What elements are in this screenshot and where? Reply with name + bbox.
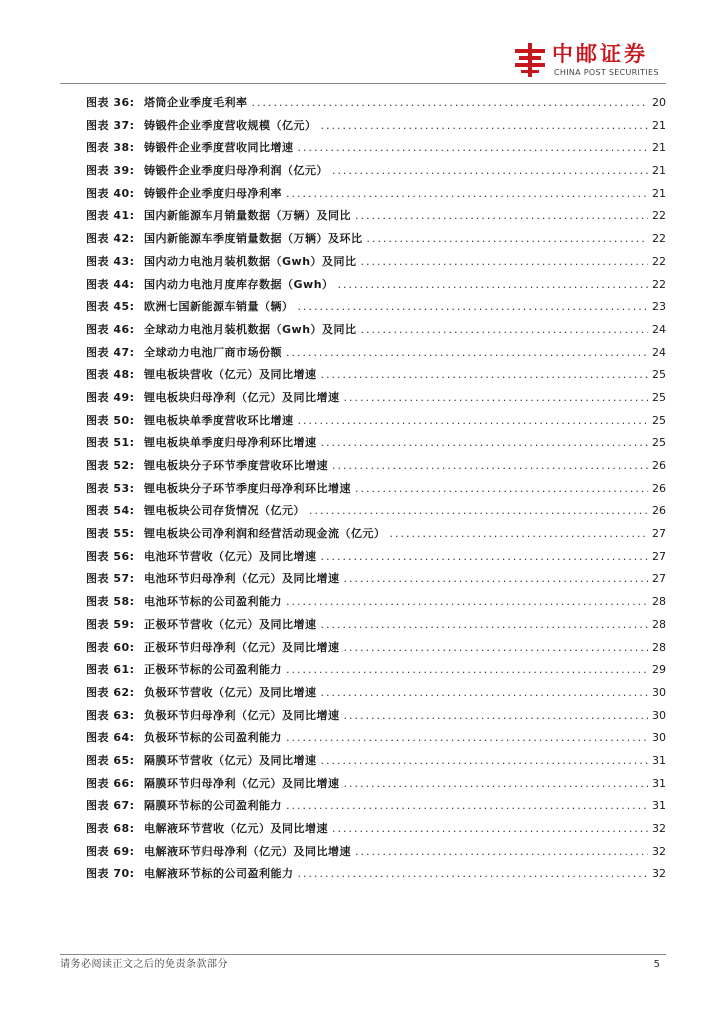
header-divider — [60, 83, 666, 84]
toc-entry-title: 塔筒企业季度毛利率 — [144, 96, 248, 109]
toc-entry[interactable] — [86, 410, 666, 433]
toc-entry-title: 电解液环节标的公司盈利能力 — [144, 867, 294, 881]
toc-entry[interactable] — [86, 455, 666, 478]
toc-entry-label: 图表 61: — [86, 663, 135, 677]
toc-entry-label: 图表 60: — [86, 640, 135, 654]
toc-entry-title: 正极环节营收（亿元）及同比增速 — [144, 617, 317, 631]
toc-entry-title: 锂电板块营收（亿元）及同比增速 — [144, 368, 317, 382]
toc-leader-dots — [321, 682, 649, 705]
toc-entry-label: 图表 62: — [86, 685, 135, 699]
toc-leader-dots — [355, 478, 648, 501]
toc-entry-page: 25 — [652, 413, 666, 427]
toc-entry-title: 电池环节标的公司盈利能力 — [144, 595, 282, 609]
toc-leader-dots — [321, 115, 649, 138]
toc-entry-page: 24 — [652, 322, 666, 336]
toc-entry-title: 电解液环节营收（亿元）及同比增速 — [144, 822, 328, 835]
toc-entry[interactable] — [86, 841, 666, 864]
toc-entry-label: 图表 49: — [86, 390, 135, 404]
toc-entry-label: 图表 63: — [86, 708, 135, 722]
toc-entry-label: 图表 53: — [86, 481, 135, 495]
toc-entry[interactable] — [86, 92, 666, 115]
toc-entry-title: 欧洲七国新能源车销量（辆） — [144, 300, 294, 314]
toc-entry-title: 国内新能源车月销量数据（万辆）及同比 — [144, 209, 351, 223]
toc-entry-page: 31 — [652, 776, 666, 790]
toc-entry-title: 锂电板块归母净利（亿元）及同比增速 — [144, 390, 340, 404]
toc-entry-page: 22 — [652, 209, 666, 223]
toc-entry-title: 隔膜环节归母净利（亿元）及同比增速 — [144, 776, 340, 790]
toc-leader-dots — [344, 705, 649, 728]
toc-entry[interactable] — [86, 727, 666, 750]
toc-leader-dots — [298, 863, 649, 886]
toc-entry-page: 27 — [652, 549, 666, 563]
toc-entry-title: 隔膜环节营收（亿元）及同比增速 — [144, 753, 317, 767]
toc-entry-page: 31 — [652, 799, 666, 813]
toc-entry-page: 25 — [652, 368, 666, 382]
toc-entry[interactable] — [86, 500, 666, 523]
toc-entry-page: 26 — [652, 459, 666, 472]
toc-entry-label: 图表 47: — [86, 345, 135, 359]
toc-entry-page: 32 — [652, 867, 666, 881]
toc-entry[interactable] — [86, 750, 666, 773]
toc-entry[interactable] — [86, 387, 666, 410]
toc-entry-page: 21 — [652, 164, 666, 178]
toc-entry-label: 图表 55: — [86, 527, 135, 541]
toc-entry-title: 负极环节标的公司盈利能力 — [144, 731, 282, 745]
toc-entry-page: 28 — [652, 617, 666, 631]
toc-leader-dots — [286, 795, 648, 818]
toc-entry-title: 锂电板块分子环节季度归母净利环比增速 — [144, 481, 351, 495]
toc-entry-title: 锂电板块单季度归母净利环比增速 — [144, 436, 317, 450]
toc-leader-dots — [286, 659, 648, 682]
page-number: 5 — [653, 959, 660, 970]
toc-leader-dots — [286, 342, 648, 365]
figure-index-list — [86, 92, 666, 886]
toc-entry-page: 26 — [652, 504, 666, 518]
toc-entry-page: 27 — [652, 527, 666, 541]
toc-entry-label: 图表 52: — [86, 459, 135, 472]
toc-entry[interactable] — [86, 546, 666, 569]
toc-leader-dots — [361, 319, 648, 342]
toc-entry-title: 国内动力电池月度库存数据（Gwh） — [144, 277, 334, 291]
toc-entry[interactable] — [86, 523, 666, 546]
toc-entry-title: 锂电板块公司净利润和经营活动现金流（亿元） — [144, 527, 386, 541]
china-post-logo-icon — [512, 42, 548, 78]
toc-entry[interactable] — [86, 795, 666, 818]
toc-entry-label: 图表 64: — [86, 731, 135, 745]
toc-entry[interactable] — [86, 296, 666, 319]
toc-entry-label: 图表 50: — [86, 413, 135, 427]
toc-leader-dots — [367, 228, 649, 251]
toc-leader-dots — [332, 455, 648, 478]
toc-entry[interactable] — [86, 364, 666, 387]
toc-entry-title: 铸锻件企业季度归母净利率 — [144, 186, 282, 200]
toc-entry-page: 22 — [652, 232, 666, 246]
footer-divider — [60, 954, 666, 955]
toc-entry[interactable] — [86, 659, 666, 682]
toc-entry-page: 31 — [652, 753, 666, 767]
toc-entry-label: 图表 51: — [86, 436, 135, 450]
toc-entry-label: 图表 39: — [86, 164, 135, 178]
toc-entry-page: 20 — [652, 96, 666, 109]
toc-entry-page: 28 — [652, 640, 666, 654]
logo-chinese-name: 中邮证券 — [552, 42, 648, 66]
toc-leader-dots — [321, 432, 649, 455]
toc-leader-dots — [286, 727, 648, 750]
toc-entry-label: 图表 65: — [86, 753, 135, 767]
toc-leader-dots — [298, 296, 649, 319]
toc-entry-title: 全球动力电池月装机数据（Gwh）及同比 — [144, 322, 357, 336]
toc-entry-page: 23 — [652, 300, 666, 314]
toc-entry-title: 正极环节标的公司盈利能力 — [144, 663, 282, 677]
toc-entry-label: 图表 41: — [86, 209, 135, 223]
toc-entry-title: 电池环节营收（亿元）及同比增速 — [144, 549, 317, 563]
company-logo — [512, 40, 672, 80]
disclaimer-note: 请务必阅读正文之后的免责条款部分 — [60, 959, 228, 970]
toc-entry[interactable] — [86, 614, 666, 637]
toc-entry-title: 隔膜环节标的公司盈利能力 — [144, 799, 282, 813]
logo-english-name: CHINA POST SECURITIES — [554, 68, 659, 77]
toc-entry[interactable] — [86, 591, 666, 614]
toc-entry-page: 26 — [652, 481, 666, 495]
toc-entry[interactable] — [86, 637, 666, 660]
toc-entry-label: 图表 37: — [86, 118, 135, 132]
toc-entry-title: 锂电板块公司存货情况（亿元） — [144, 504, 305, 518]
toc-entry[interactable] — [86, 478, 666, 501]
toc-leader-dots — [298, 137, 649, 160]
toc-entry[interactable] — [86, 863, 666, 886]
toc-entry-title: 国内动力电池月装机数据（Gwh）及同比 — [144, 254, 357, 268]
toc-entry-label: 图表 44: — [86, 277, 135, 291]
toc-entry-label: 图表 38: — [86, 141, 135, 155]
toc-leader-dots — [361, 251, 648, 274]
toc-entry-page: 24 — [652, 345, 666, 359]
toc-leader-dots — [286, 183, 648, 206]
toc-entry-title: 负极环节归母净利（亿元）及同比增速 — [144, 708, 340, 722]
toc-leader-dots — [309, 500, 648, 523]
toc-leader-dots — [344, 637, 649, 660]
toc-leader-dots — [321, 364, 649, 387]
toc-entry-title: 全球动力电池厂商市场份额 — [144, 345, 282, 359]
toc-entry-label: 图表 46: — [86, 322, 135, 336]
toc-entry-label: 图表 48: — [86, 368, 135, 382]
toc-entry-title: 铸锻件企业季度归母净利润（亿元） — [144, 164, 328, 178]
toc-entry-label: 图表 58: — [86, 595, 135, 609]
toc-entry-label: 图表 57: — [86, 572, 135, 586]
toc-entry-page: 32 — [652, 844, 666, 858]
toc-entry[interactable] — [86, 432, 666, 455]
toc-entry[interactable] — [86, 773, 666, 796]
toc-entry-title: 国内新能源车季度销量数据（万辆）及环比 — [144, 232, 363, 246]
toc-leader-dots — [332, 818, 648, 841]
toc-entry-page: 30 — [652, 731, 666, 745]
toc-entry-title: 锂电板块单季度营收环比增速 — [144, 413, 294, 427]
toc-leader-dots — [332, 160, 648, 183]
toc-entry-label: 图表 45: — [86, 300, 135, 314]
toc-entry-label: 图表 70: — [86, 867, 135, 881]
toc-entry[interactable] — [86, 115, 666, 138]
toc-entry-title: 电解液环节归母净利（亿元）及同比增速 — [144, 844, 351, 858]
toc-leader-dots — [252, 92, 649, 115]
toc-leader-dots — [355, 205, 648, 228]
toc-entry-page: 28 — [652, 595, 666, 609]
toc-entry-page: 27 — [652, 572, 666, 586]
toc-leader-dots — [344, 387, 649, 410]
toc-entry-page: 30 — [652, 708, 666, 722]
toc-entry[interactable] — [86, 568, 666, 591]
toc-entry-label: 图表 36: — [86, 96, 135, 109]
toc-entry-label: 图表 54: — [86, 504, 135, 518]
toc-entry[interactable] — [86, 274, 666, 297]
toc-entry-title: 铸锻件企业季度营收同比增速 — [144, 141, 294, 155]
toc-entry-page: 21 — [652, 141, 666, 155]
toc-entry-title: 负极环节营收（亿元）及同比增速 — [144, 685, 317, 699]
toc-entry-page: 22 — [652, 254, 666, 268]
toc-entry[interactable] — [86, 705, 666, 728]
toc-leader-dots — [321, 750, 649, 773]
toc-entry-label: 图表 43: — [86, 254, 135, 268]
toc-entry-page: 32 — [652, 822, 666, 835]
toc-entry-page: 21 — [652, 118, 666, 132]
toc-entry-label: 图表 69: — [86, 844, 135, 858]
toc-entry-page: 21 — [652, 186, 666, 200]
toc-entry-label: 图表 67: — [86, 799, 135, 813]
toc-entry-label: 图表 59: — [86, 617, 135, 631]
toc-leader-dots — [286, 591, 648, 614]
toc-leader-dots — [321, 546, 649, 569]
toc-entry[interactable] — [86, 183, 666, 206]
toc-entry[interactable] — [86, 137, 666, 160]
toc-leader-dots — [344, 568, 649, 591]
toc-entry-label: 图表 66: — [86, 776, 135, 790]
toc-leader-dots — [338, 274, 648, 297]
toc-entry[interactable] — [86, 205, 666, 228]
toc-entry-title: 正极环节归母净利（亿元）及同比增速 — [144, 640, 340, 654]
toc-leader-dots — [298, 410, 649, 433]
toc-entry[interactable] — [86, 818, 666, 841]
toc-entry[interactable] — [86, 160, 666, 183]
toc-entry-label: 图表 56: — [86, 549, 135, 563]
toc-entry-label: 图表 42: — [86, 232, 135, 246]
toc-leader-dots — [344, 773, 649, 796]
toc-entry-label: 图表 68: — [86, 822, 135, 835]
toc-entry-page: 22 — [652, 277, 666, 291]
toc-leader-dots — [355, 841, 648, 864]
toc-entry[interactable] — [86, 682, 666, 705]
toc-entry-title: 电池环节归母净利（亿元）及同比增速 — [144, 572, 340, 586]
toc-entry-page: 29 — [652, 663, 666, 677]
toc-entry-page: 25 — [652, 390, 666, 404]
toc-entry-page: 30 — [652, 685, 666, 699]
toc-entry[interactable] — [86, 228, 666, 251]
toc-entry[interactable] — [86, 319, 666, 342]
toc-entry[interactable] — [86, 342, 666, 365]
toc-entry[interactable] — [86, 251, 666, 274]
toc-leader-dots — [321, 614, 649, 637]
toc-entry-title: 铸锻件企业季度营收规模（亿元） — [144, 118, 317, 132]
toc-leader-dots — [390, 523, 649, 546]
toc-entry-title: 锂电板块分子环节季度营收环比增速 — [144, 459, 328, 472]
toc-entry-page: 25 — [652, 436, 666, 450]
toc-entry-label: 图表 40: — [86, 186, 135, 200]
